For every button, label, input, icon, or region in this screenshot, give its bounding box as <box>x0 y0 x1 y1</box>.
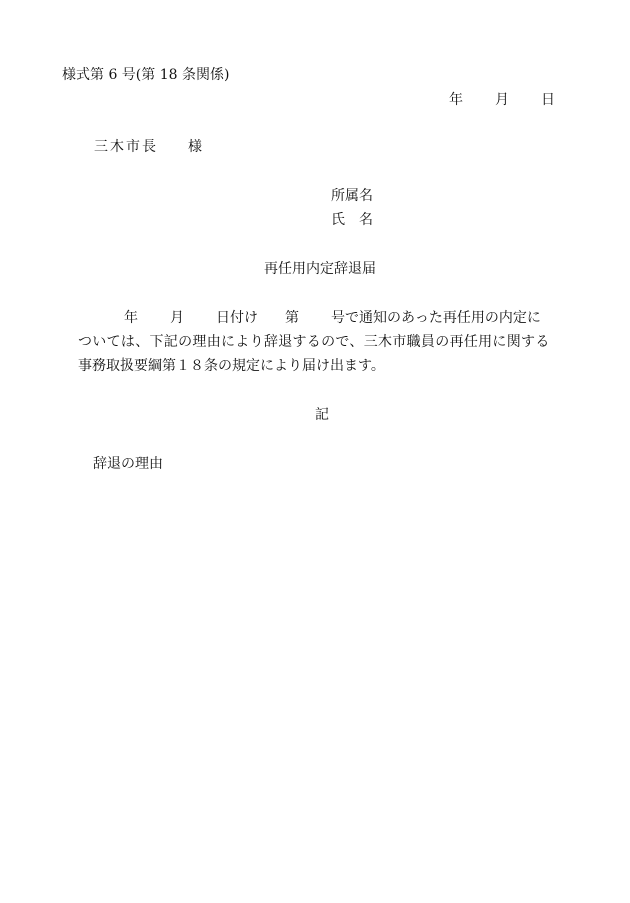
body-line-1-rest: 号で通知のあった再任用の内定に <box>331 310 541 326</box>
affiliation-label: 所属名 <box>331 188 373 204</box>
addressee <box>94 140 202 154</box>
date-year: 年 <box>449 92 463 108</box>
body-line-2: ついては、下記の理由により辞退するので、三木市職員の再任用に関する <box>78 334 550 350</box>
date-line <box>449 93 555 107</box>
ki-heading: 記 <box>315 407 329 423</box>
reason-label: 辞退の理由 <box>93 456 163 472</box>
addressee-honorific: 様 <box>188 139 202 155</box>
form-number: 様式第 6 号(第 18 条関係) <box>62 67 230 83</box>
body-year: 年 <box>124 310 138 326</box>
body-line-3: 事務取扱要綱第１８条の規定により届け出ます。 <box>78 358 385 374</box>
body-month: 月 <box>170 310 184 326</box>
date-month: 月 <box>495 92 509 108</box>
body-number-prefix: 第 <box>285 310 299 326</box>
date-day: 日 <box>541 92 555 108</box>
addressee-name: 三木市長 <box>94 139 158 155</box>
body-day: 日付け <box>216 310 258 326</box>
name-label: 氏 名 <box>331 212 373 228</box>
body-line-1 <box>124 311 541 325</box>
document-title: 再任用内定辞退届 <box>264 261 376 277</box>
